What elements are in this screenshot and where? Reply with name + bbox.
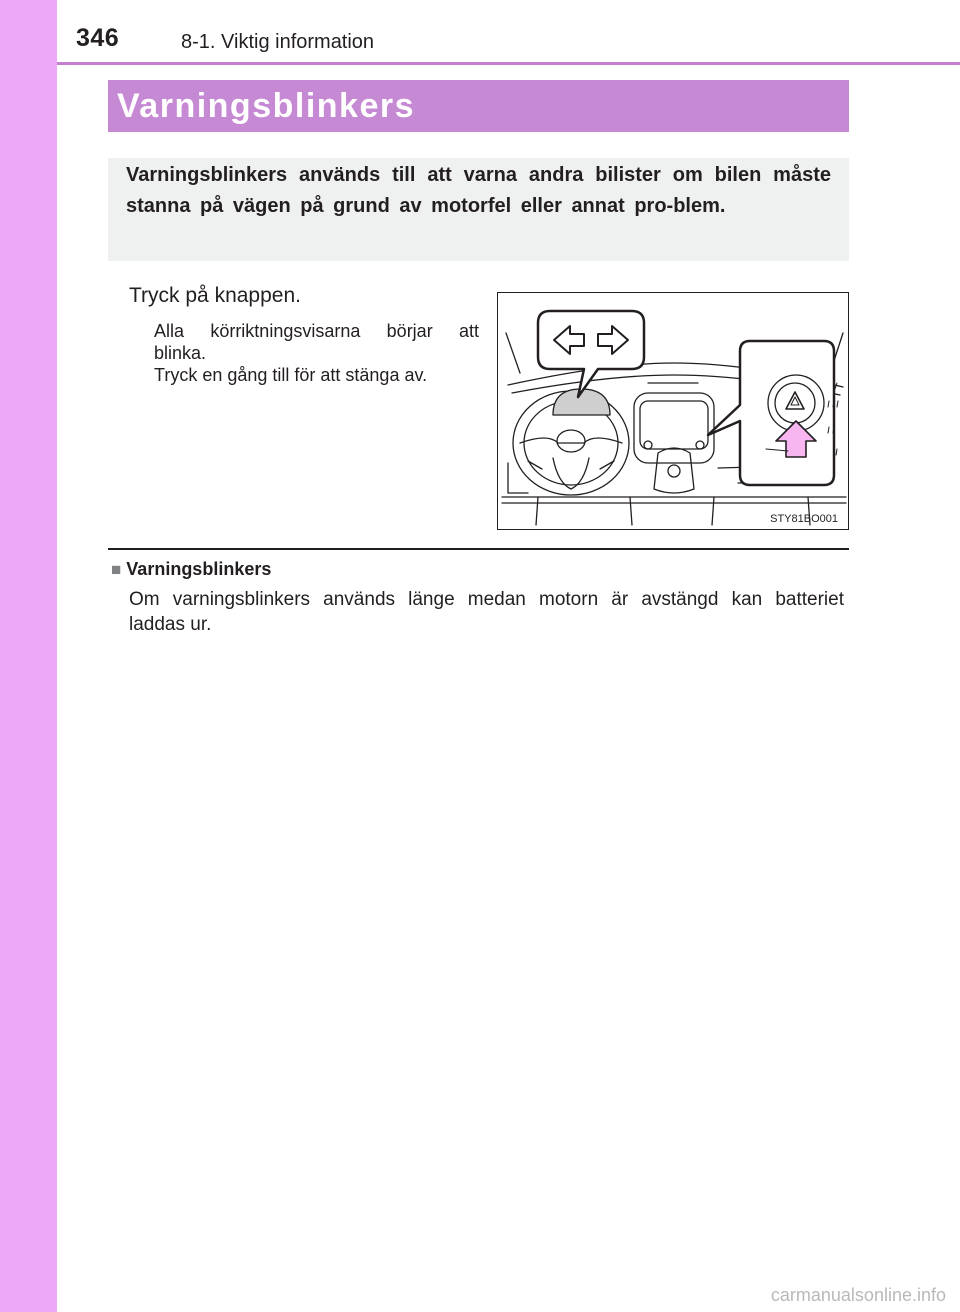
note-body — [129, 587, 844, 637]
turn-signal-callout — [538, 311, 644, 397]
page-number: 346 — [76, 24, 120, 52]
step-detail-line: Alla körriktningsvisarna börjar att — [154, 321, 479, 341]
square-bullet-icon: ■ — [111, 560, 122, 579]
note-heading-text: Varningsblinkers — [126, 559, 272, 579]
section-label: 8-1. Viktig information — [181, 31, 375, 53]
header-rule — [57, 62, 960, 65]
section-divider — [108, 548, 849, 550]
title-bar — [108, 80, 849, 132]
step-detail-line: Tryck en gång till för att stänga av. — [154, 365, 428, 385]
dashboard-illustration — [497, 292, 849, 530]
note-heading — [111, 559, 271, 580]
intro-box — [108, 158, 849, 261]
note-body-line: Om varningsblinkers används länge medan motorn är avstängd kan batteriet — [129, 589, 844, 610]
hazard-button-callout — [708, 341, 834, 485]
figure-code: STY81BO001 — [770, 513, 838, 525]
watermark: carmanualsonline.info — [770, 1285, 946, 1305]
step-detail — [154, 320, 479, 386]
note-body-line: laddas ur. — [129, 614, 212, 635]
step-instruction: Tryck på knappen. — [129, 284, 301, 307]
step-detail-line: blinka. — [154, 343, 207, 363]
left-color-band — [0, 0, 57, 1312]
page-title: Varningsblinkers — [117, 87, 415, 125]
intro-text: Varningsblinkers används till att varna andra bilister om bilen måste stanna på vägen på grund av motorfel eller annat pro-blem. — [126, 164, 831, 217]
